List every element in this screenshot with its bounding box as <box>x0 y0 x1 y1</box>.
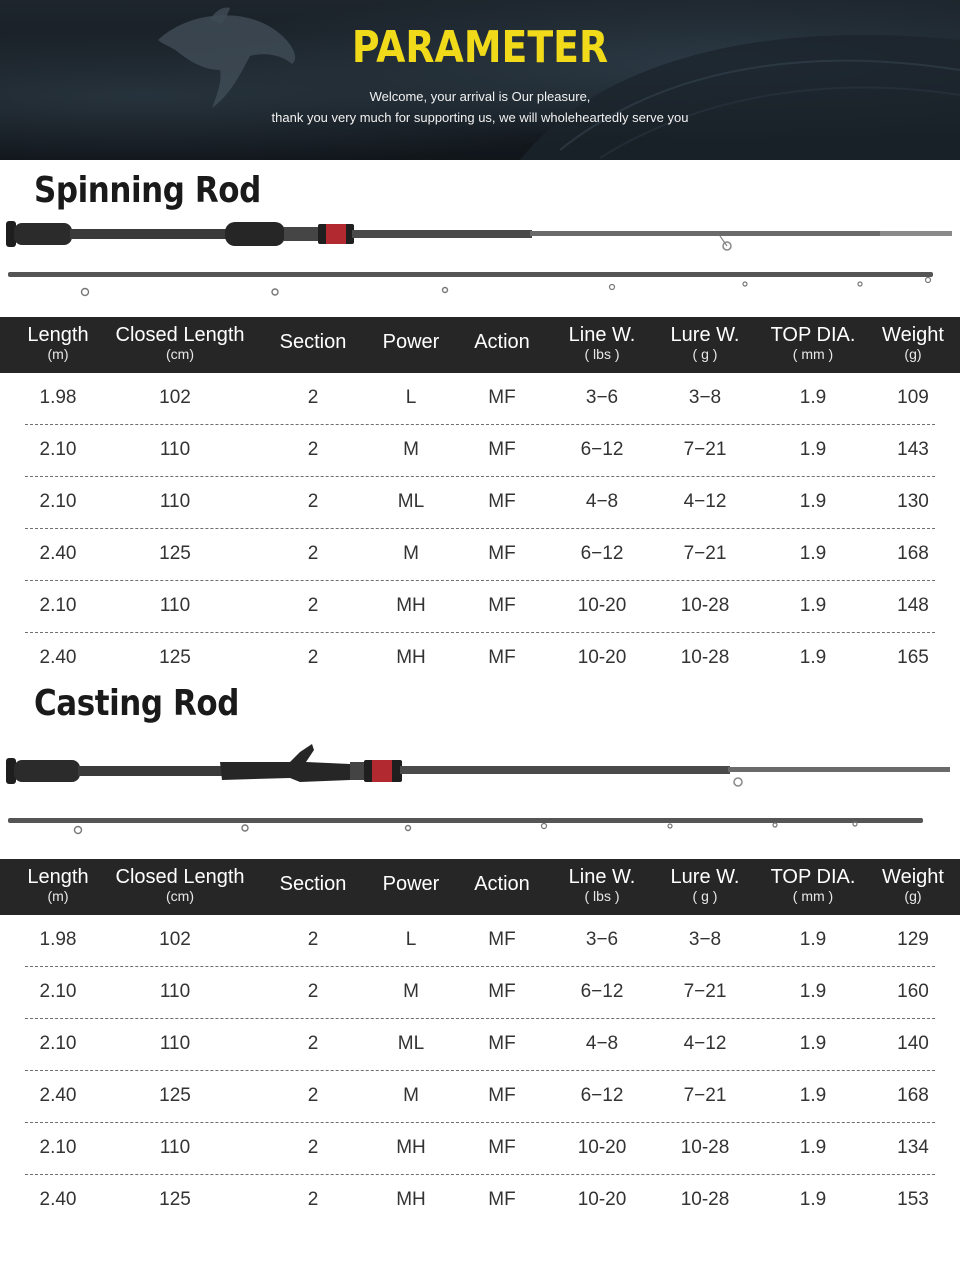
col-line-weight: Line W. ( lbs ) <box>568 324 636 362</box>
cell-weight: 143 <box>897 439 929 460</box>
table-row <box>25 915 935 967</box>
spinning-rod-image <box>0 212 960 302</box>
cell-line-weight: 4−8 <box>585 1033 619 1054</box>
casting-rod-heading: Casting Rod <box>34 683 239 724</box>
cell-section: 2 <box>307 491 319 512</box>
cell-power: M <box>403 543 419 564</box>
cell-top-diameter: 1.9 <box>799 491 827 512</box>
banner-thanks-text: thank you very much for supporting us, we will wholeheartedly serve you <box>271 110 689 125</box>
cell-power: M <box>403 439 419 460</box>
cell-length: 2.40 <box>39 647 77 668</box>
cell-lure-weight: 4−12 <box>683 491 727 512</box>
cell-section: 2 <box>307 387 319 408</box>
cell-length: 2.40 <box>39 1085 77 1106</box>
cell-power: ML <box>397 1033 425 1054</box>
cell-line-weight: 6−12 <box>580 439 624 460</box>
parameter-banner <box>0 0 960 160</box>
cell-lure-weight: 4−12 <box>683 1033 727 1054</box>
cell-action: MF <box>488 1033 516 1054</box>
cell-top-diameter: 1.9 <box>799 1085 827 1106</box>
table-row <box>25 373 935 425</box>
table-header <box>0 317 960 373</box>
cell-section: 2 <box>307 647 319 668</box>
cell-length: 1.98 <box>39 929 77 950</box>
cell-line-weight: 3−6 <box>585 929 619 950</box>
table-header <box>0 859 960 915</box>
col-power: Power <box>382 873 440 895</box>
table-row <box>25 425 935 477</box>
cell-closed-length: 125 <box>159 647 191 668</box>
table-row <box>25 477 935 529</box>
table-body <box>0 915 960 1227</box>
cell-lure-weight: 3−8 <box>688 387 722 408</box>
cell-weight: 134 <box>897 1137 929 1158</box>
cell-section: 2 <box>307 439 319 460</box>
col-closed-length: Closed Length (cm) <box>115 866 245 904</box>
cell-lure-weight: 10-28 <box>680 1189 730 1210</box>
cell-closed-length: 110 <box>159 1137 191 1158</box>
cell-weight: 165 <box>897 647 929 668</box>
cell-power: L <box>405 929 417 950</box>
cell-lure-weight: 7−21 <box>683 439 727 460</box>
cell-line-weight: 6−12 <box>580 543 624 564</box>
col-top-diameter: TOP DIA. ( mm ) <box>770 324 856 362</box>
col-weight: Weight (g) <box>882 324 944 362</box>
casting-spec-table <box>0 859 960 1227</box>
cell-top-diameter: 1.9 <box>799 981 827 1002</box>
cell-closed-length: 110 <box>159 595 191 616</box>
cell-length: 2.10 <box>39 1033 77 1054</box>
cell-section: 2 <box>307 981 319 1002</box>
cell-length: 1.98 <box>39 387 77 408</box>
cell-section: 2 <box>307 1085 319 1106</box>
cell-weight: 168 <box>897 543 929 564</box>
cell-section: 2 <box>307 595 319 616</box>
cell-top-diameter: 1.9 <box>799 647 827 668</box>
cell-action: MF <box>488 543 516 564</box>
spinning-rod-heading: Spinning Rod <box>34 170 261 211</box>
table-row <box>25 529 935 581</box>
cell-length: 2.40 <box>39 1189 77 1210</box>
col-weight: Weight (g) <box>882 866 944 904</box>
cell-weight: 168 <box>897 1085 929 1106</box>
cell-lure-weight: 7−21 <box>683 1085 727 1106</box>
cell-closed-length: 125 <box>159 543 191 564</box>
cell-line-weight: 3−6 <box>585 387 619 408</box>
cell-closed-length: 110 <box>159 1033 191 1054</box>
table-row <box>25 967 935 1019</box>
cell-lure-weight: 7−21 <box>683 981 727 1002</box>
table-row <box>25 633 935 685</box>
cell-weight: 130 <box>897 491 929 512</box>
col-action: Action <box>474 873 530 895</box>
col-length: Length (m) <box>27 866 89 904</box>
col-closed-length: Closed Length (cm) <box>115 324 245 362</box>
cell-power: M <box>403 1085 419 1106</box>
col-section: Section <box>279 331 347 353</box>
cell-top-diameter: 1.9 <box>799 929 827 950</box>
cell-top-diameter: 1.9 <box>799 439 827 460</box>
cell-action: MF <box>488 647 516 668</box>
table-row <box>25 1071 935 1123</box>
cell-lure-weight: 10-28 <box>680 595 730 616</box>
cell-weight: 153 <box>897 1189 929 1210</box>
banner-welcome-text: Welcome, your arrival is Our pleasure, <box>369 89 591 104</box>
table-row <box>25 581 935 633</box>
cell-weight: 109 <box>897 387 929 408</box>
cell-top-diameter: 1.9 <box>799 595 827 616</box>
table-row <box>25 1175 935 1227</box>
cell-line-weight: 6−12 <box>580 1085 624 1106</box>
cell-section: 2 <box>307 1137 319 1158</box>
cell-line-weight: 10-20 <box>577 595 627 616</box>
cell-lure-weight: 10-28 <box>680 647 730 668</box>
cell-action: MF <box>488 387 516 408</box>
col-length: Length (m) <box>27 324 89 362</box>
cell-action: MF <box>488 981 516 1002</box>
cell-line-weight: 10-20 <box>577 1189 627 1210</box>
cell-top-diameter: 1.9 <box>799 1033 827 1054</box>
cell-power: ML <box>397 491 425 512</box>
cell-section: 2 <box>307 929 319 950</box>
cell-power: L <box>405 387 417 408</box>
cell-action: MF <box>488 1085 516 1106</box>
cell-line-weight: 10-20 <box>577 647 627 668</box>
cell-weight: 140 <box>897 1033 929 1054</box>
casting-rod-image <box>0 738 960 838</box>
cell-closed-length: 110 <box>159 439 191 460</box>
cell-action: MF <box>488 1189 516 1210</box>
cell-power: MH <box>396 647 426 668</box>
cell-action: MF <box>488 1137 516 1158</box>
cell-line-weight: 4−8 <box>585 491 619 512</box>
cell-power: MH <box>396 1189 426 1210</box>
cell-power: MH <box>396 1137 426 1158</box>
col-power: Power <box>382 331 440 353</box>
col-action: Action <box>474 331 530 353</box>
col-lure-weight: Lure W. ( g ) <box>670 866 740 904</box>
col-lure-weight: Lure W. ( g ) <box>670 324 740 362</box>
cell-power: M <box>403 981 419 1002</box>
cell-closed-length: 102 <box>159 929 191 950</box>
banner-title: PARAMETER <box>351 22 609 73</box>
cell-action: MF <box>488 595 516 616</box>
cell-top-diameter: 1.9 <box>799 1137 827 1158</box>
cell-length: 2.10 <box>39 981 77 1002</box>
table-row <box>25 1019 935 1071</box>
cell-action: MF <box>488 929 516 950</box>
col-line-weight: Line W. ( lbs ) <box>568 866 636 904</box>
spinning-spec-table <box>0 317 960 685</box>
cell-section: 2 <box>307 543 319 564</box>
cell-weight: 148 <box>897 595 929 616</box>
cell-section: 2 <box>307 1189 319 1210</box>
cell-length: 2.10 <box>39 491 77 512</box>
cell-closed-length: 125 <box>159 1085 191 1106</box>
cell-closed-length: 102 <box>159 387 191 408</box>
cell-closed-length: 110 <box>159 981 191 1002</box>
cell-top-diameter: 1.9 <box>799 543 827 564</box>
cell-length: 2.10 <box>39 439 77 460</box>
cell-action: MF <box>488 491 516 512</box>
cell-line-weight: 6−12 <box>580 981 624 1002</box>
cell-line-weight: 10-20 <box>577 1137 627 1158</box>
cell-lure-weight: 3−8 <box>688 929 722 950</box>
cell-weight: 160 <box>897 981 929 1002</box>
table-body <box>0 373 960 685</box>
cell-length: 2.10 <box>39 595 77 616</box>
cell-action: MF <box>488 439 516 460</box>
cell-closed-length: 125 <box>159 1189 191 1210</box>
cell-lure-weight: 7−21 <box>683 543 727 564</box>
table-row <box>25 1123 935 1175</box>
col-section: Section <box>279 873 347 895</box>
cell-top-diameter: 1.9 <box>799 1189 827 1210</box>
cell-top-diameter: 1.9 <box>799 387 827 408</box>
col-top-diameter: TOP DIA. ( mm ) <box>770 866 856 904</box>
cell-length: 2.10 <box>39 1137 77 1158</box>
cell-weight: 129 <box>897 929 929 950</box>
cell-length: 2.40 <box>39 543 77 564</box>
cell-closed-length: 110 <box>159 491 191 512</box>
cell-power: MH <box>396 595 426 616</box>
cell-section: 2 <box>307 1033 319 1054</box>
cell-lure-weight: 10-28 <box>680 1137 730 1158</box>
